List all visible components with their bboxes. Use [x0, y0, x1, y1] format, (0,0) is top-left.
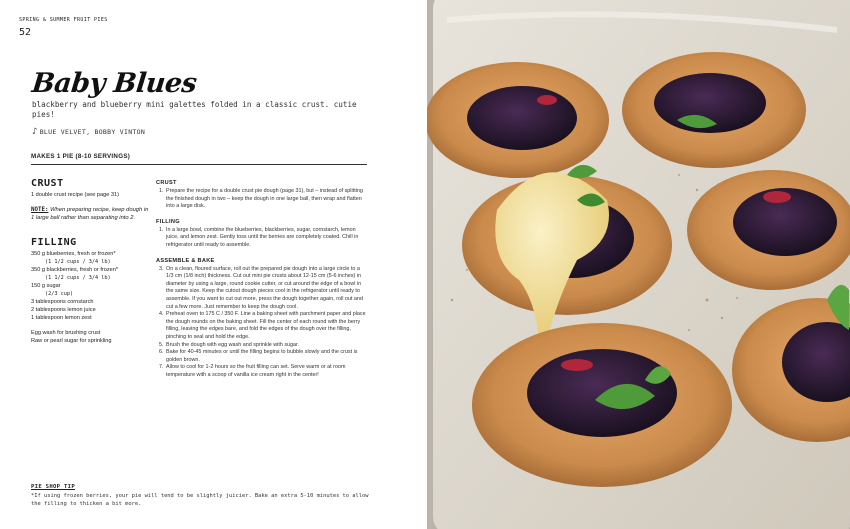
note-label: NOTE: [31, 207, 49, 213]
recipe-subtitle: blackberry and blueberry mini galettes folded in a classic crust. cutie pies! [32, 100, 357, 119]
divider [31, 164, 367, 165]
song-title: BLUE VELVET, BOBBY VINTON [39, 128, 146, 136]
ingredient-measure: (1 1/2 cups / 3/4 lb) [45, 259, 111, 265]
galette [622, 52, 806, 168]
galette [687, 170, 850, 290]
ingredient-item: 350 g blueberries, fresh or frozen* [31, 251, 116, 257]
crust-steps [156, 188, 368, 211]
ingredient-measure: (2/3 cup) [45, 291, 74, 297]
music-note-icon: ♪ [32, 127, 38, 137]
method-step: 1. Prepare the recipe for a double crust pie dough (page 31), but – instead of splitting the finished dough in two – keep the dough in one large ball, then wrap and flatten into a large disk. [165, 188, 368, 211]
note-text: When preparing recipe, keep dough in 1 large ball rather than separating into 2. [31, 207, 149, 221]
note [31, 206, 149, 222]
method-crust-heading: CRUST [156, 180, 177, 186]
ingredient-item: Egg wash for brushing crust [31, 330, 101, 336]
ingredients-column [31, 178, 149, 345]
method-step: 7. Allow to cool for 1-2 hours so the fruit filling can set. Serve warm or at room temperature with a scoop of vanilla ice cream right in the center! [165, 364, 368, 379]
ingredient-item: 150 g sugar [31, 283, 61, 289]
crust-heading: CRUST [31, 178, 64, 189]
method-step: 3. On a clean, floured surface, roll out the prepared pie dough into a large circle to a 1/3 cm (1/8 inch) thickness. Cut out mini pie crusts about 12-15 cm (5-6 inches) in diameter by using a large, round cookie cutter, or cut around the edge of a bowl in the same size. Keep the cutout dough pieces cool in the refrigerator until ready to assemble. If you want to cut out more, press the dough together again, roll out and cut a few more. Just remember to keep the dough cool. [165, 266, 368, 312]
galette [472, 323, 732, 487]
ingredient-measure: (1 1/2 cups / 3/4 lb) [45, 275, 111, 281]
method-step: 5. Brush the dough with egg wash and sprinkle with sugar. [165, 342, 368, 350]
tip-text: *If using frozen berries, your pie will tend to be slightly juicier. Bake an extra 5-10 minutes to allow the filling to thicken a bit more. [31, 493, 369, 507]
method-assemble-heading: ASSEMBLE & BAKE [156, 257, 215, 264]
method-column [156, 180, 368, 379]
ingredient-item: 2 tablespoons lemon juice [31, 307, 96, 313]
yield: MAKES 1 PIE (8-10 SERVINGS) [31, 153, 131, 160]
assemble-steps [156, 266, 368, 380]
method-filling-heading: FILLING [156, 218, 180, 225]
page-number: 52 [19, 27, 32, 38]
ingredient-item: 350 g blackberries, fresh or frozen* [31, 267, 119, 273]
ingredient-item: Raw or pearl sugar for sprinkling [31, 338, 112, 344]
song-line [32, 127, 145, 137]
photo-page [427, 0, 850, 529]
ingredient-item: 1 tablespoon lemon zest [31, 315, 92, 321]
ingredient-item: 3 tablespoons cornstarch [31, 299, 94, 305]
galettes-photo [427, 0, 850, 529]
method-step: 6. Bake for 40-45 minutes or until the filling begins to bubble slowly and the crust is golden brown. [165, 349, 368, 364]
tip-label: PIE SHOP TIP [31, 484, 76, 490]
crust-ingredient: 1 double crust recipe (see page 31) [31, 192, 120, 198]
galette [427, 62, 609, 178]
method-step: 4. Preheat oven to 175 C / 350 F. Line a baking sheet with parchment paper and place the dough rounds on the baking sheet. Fill the center of each round with the berry filling, leaving the edges bare, and fold the edges of the dough over the filling, pinching to seal and hold the edge. [165, 311, 368, 341]
section-header: SPRING & SUMMER FRUIT PIES [19, 17, 108, 23]
recipe-title: Baby Blues [30, 68, 199, 99]
filling-heading: FILLING [31, 237, 77, 248]
method-step: 1. In a large bowl, combine the blueberries, blackberries, sugar, cornstarch, lemon juice, and lemon zest. Gently toss until the berries are completely coated. Chill in refrigerator until ready to assemble. [165, 227, 368, 250]
filling-steps [156, 227, 368, 250]
